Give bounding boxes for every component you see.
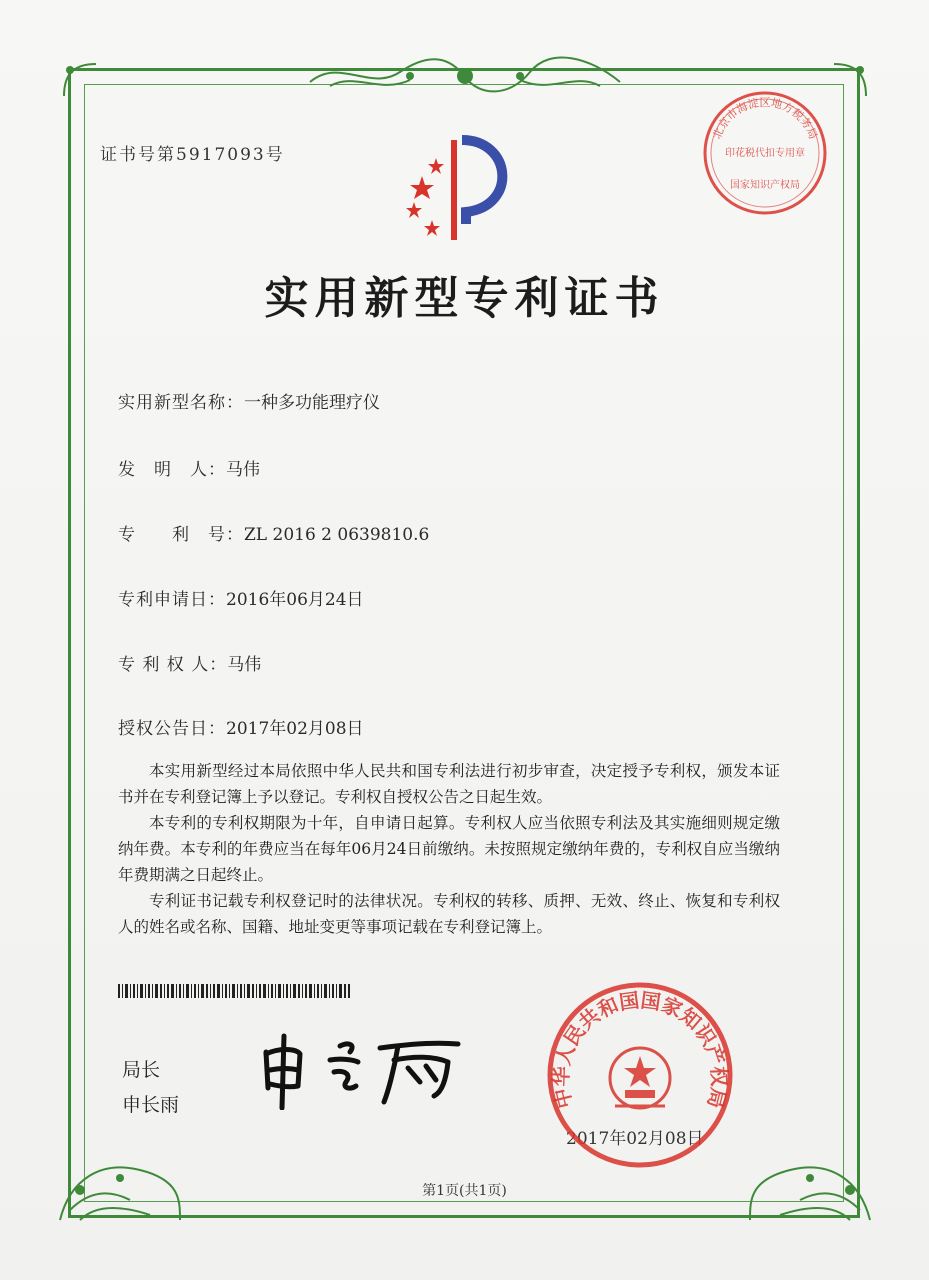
- field-value: ZL 2016 2 0639810.6: [244, 525, 430, 545]
- body-paragraph: 本专利的专利权期限为十年，自申请日起算。专利权人应当依照专利法及其实施细则规定缴纳年费。本专利的年费应当在每年06月24日前缴纳。未按照规定缴纳年费的，专利权自应当缴纳年费期满之日起终止。: [118, 814, 780, 884]
- official-seal-ring-text: 中华人民共和国国家知识产权局: [548, 987, 732, 1111]
- tax-stamp-center-text: 印花税代扣专用章: [725, 148, 805, 159]
- field-value: 马伟: [226, 460, 260, 480]
- field-application-date: [118, 585, 364, 610]
- field-label: 实用新型名称：: [118, 393, 244, 413]
- body-paragraph: 专利证书记载专利权登记时的法律状况。专利权的转移、质押、无效、终止、恢复和专利权人的姓名或名称、国籍、地址变更等事项记载在专利登记簿上。: [118, 892, 780, 936]
- top-ornament: [300, 52, 630, 98]
- field-value: 2016年06月24日: [226, 590, 364, 610]
- certificate-number: 证书号第5917093号: [100, 145, 285, 165]
- field-label: 专 利 权 人：: [118, 655, 228, 675]
- barcode: [118, 984, 350, 998]
- field-value: 一种多功能理疗仪: [244, 393, 380, 413]
- bottom-right-corner-ornament: [740, 1120, 880, 1230]
- field-label: 授权公告日：: [118, 719, 226, 739]
- signatory-name: 申长雨: [122, 1094, 180, 1116]
- svg-text:北京市海淀区地方税务局: [710, 95, 819, 141]
- field-grant-date: [118, 714, 364, 739]
- tax-stamp: [700, 88, 830, 218]
- signatory-title: 局长: [122, 1059, 161, 1081]
- page-number: 第1页(共1页): [422, 1183, 507, 1199]
- field-label: 专利申请日：: [118, 590, 226, 610]
- field-label: 专 利 号：: [118, 525, 244, 545]
- field-value: 马伟: [227, 655, 262, 675]
- field-patentee: [118, 650, 261, 675]
- certificate-title: 实用新型专利证书: [264, 273, 665, 324]
- field-label: 发 明 人：: [118, 460, 226, 480]
- body-paragraph: 本实用新型经过本局依照中华人民共和国专利法进行初步审查，决定授予专利权，颁发本证书并在专利登记簿上予以登记。专利权自授权公告之日起生效。: [118, 762, 780, 806]
- patent-office-logo: [392, 128, 522, 248]
- official-seal: [545, 980, 735, 1170]
- tax-stamp-bottom-text: 国家知识产权局: [730, 180, 800, 191]
- field-patent-number: [118, 520, 429, 545]
- field-value: 2017年02月08日: [226, 719, 364, 739]
- handwritten-signature: [258, 1030, 468, 1110]
- bottom-left-corner-ornament: [50, 1120, 190, 1230]
- field-inventor: [118, 455, 260, 480]
- certificate-body: [118, 758, 780, 940]
- top-left-corner-ornament: [60, 60, 100, 100]
- tax-stamp-ring-text: 北京市海淀区地方税务局: [710, 96, 820, 142]
- top-right-corner-ornament: [830, 60, 870, 100]
- national-emblem-icon: [610, 1048, 670, 1108]
- field-utility-model-name: [118, 388, 380, 413]
- seal-date: 2017年02月08日: [566, 1129, 704, 1149]
